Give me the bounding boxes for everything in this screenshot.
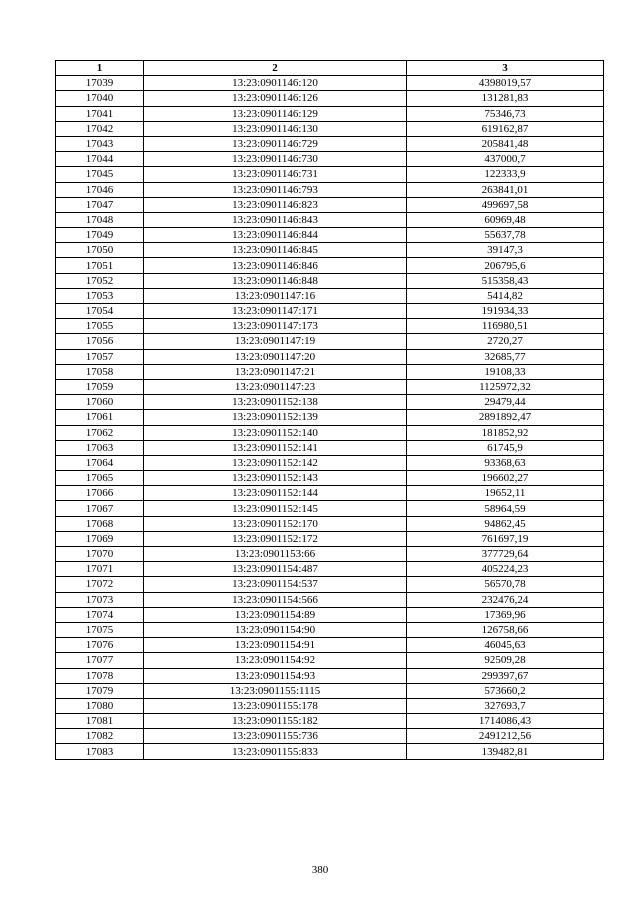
value-cell: 131281,83 — [407, 91, 604, 106]
value-cell: 60969,48 — [407, 212, 604, 227]
table-row — [56, 455, 604, 470]
value-cell: 181852,92 — [407, 425, 604, 440]
value-cell: 573660,2 — [407, 683, 604, 698]
table-row — [56, 212, 604, 227]
row-number-cell: 17075 — [56, 622, 144, 637]
value-cell: 191934,33 — [407, 304, 604, 319]
cadastral-number-cell: 13:23:0901152:139 — [144, 410, 407, 425]
cadastral-number-cell: 13:23:0901152:172 — [144, 531, 407, 546]
value-cell: 1714086,43 — [407, 714, 604, 729]
value-cell: 2491212,56 — [407, 729, 604, 744]
cadastral-number-cell: 13:23:0901147:171 — [144, 304, 407, 319]
table-row — [56, 501, 604, 516]
table-row — [56, 364, 604, 379]
value-cell: 2891892,47 — [407, 410, 604, 425]
table-row — [56, 744, 604, 759]
cadastral-number-cell: 13:23:0901146:793 — [144, 182, 407, 197]
row-number-cell: 17041 — [56, 106, 144, 121]
row-number-cell: 17054 — [56, 304, 144, 319]
value-cell: 75346,73 — [407, 106, 604, 121]
value-cell: 46045,63 — [407, 638, 604, 653]
cadastral-number-cell: 13:23:0901154:90 — [144, 622, 407, 637]
cadastral-number-cell: 13:23:0901154:566 — [144, 592, 407, 607]
table-row — [56, 349, 604, 364]
row-number-cell: 17058 — [56, 364, 144, 379]
row-number-cell: 17068 — [56, 516, 144, 531]
value-cell: 56570,78 — [407, 577, 604, 592]
row-number-cell: 17042 — [56, 121, 144, 136]
cadastral-number-cell: 13:23:0901152:144 — [144, 486, 407, 501]
row-number-cell: 17069 — [56, 531, 144, 546]
cadastral-number-cell: 13:23:0901152:140 — [144, 425, 407, 440]
row-number-cell: 17061 — [56, 410, 144, 425]
cadastral-number-cell: 13:23:0901146:129 — [144, 106, 407, 121]
row-number-cell: 17049 — [56, 228, 144, 243]
row-number-cell: 17039 — [56, 76, 144, 91]
cadastral-number-cell: 13:23:0901146:730 — [144, 152, 407, 167]
cadastral-number-cell: 13:23:0901146:843 — [144, 212, 407, 227]
column-header-2: 2 — [144, 61, 407, 76]
table-row — [56, 136, 604, 151]
cadastral-number-cell: 13:23:0901147:173 — [144, 319, 407, 334]
value-cell: 327693,7 — [407, 698, 604, 713]
value-cell: 405224,23 — [407, 562, 604, 577]
cadastral-number-cell: 13:23:0901154:89 — [144, 607, 407, 622]
data-table — [55, 60, 604, 760]
table-row — [56, 592, 604, 607]
cadastral-number-cell: 13:23:0901155:736 — [144, 729, 407, 744]
value-cell: 39147,3 — [407, 243, 604, 258]
row-number-cell: 17060 — [56, 395, 144, 410]
cadastral-number-cell: 13:23:0901154:91 — [144, 638, 407, 653]
value-cell: 19652,11 — [407, 486, 604, 501]
cadastral-number-cell: 13:23:0901152:170 — [144, 516, 407, 531]
cadastral-number-cell: 13:23:0901152:145 — [144, 501, 407, 516]
value-cell: 58964,59 — [407, 501, 604, 516]
value-cell: 94862,45 — [407, 516, 604, 531]
value-cell: 5414,82 — [407, 288, 604, 303]
table-row — [56, 668, 604, 683]
row-number-cell: 17074 — [56, 607, 144, 622]
table-row — [56, 395, 604, 410]
value-cell: 515358,43 — [407, 273, 604, 288]
table-row — [56, 197, 604, 212]
value-cell: 126758,66 — [407, 622, 604, 637]
value-cell: 619162,87 — [407, 121, 604, 136]
row-number-cell: 17079 — [56, 683, 144, 698]
cadastral-number-cell: 13:23:0901146:729 — [144, 136, 407, 151]
cadastral-number-cell: 13:23:0901147:16 — [144, 288, 407, 303]
table-row — [56, 228, 604, 243]
table-row — [56, 486, 604, 501]
table-row — [56, 91, 604, 106]
cadastral-number-cell: 13:23:0901147:23 — [144, 379, 407, 394]
cadastral-number-cell: 13:23:0901146:846 — [144, 258, 407, 273]
value-cell: 761697,19 — [407, 531, 604, 546]
value-cell: 32685,77 — [407, 349, 604, 364]
row-number-cell: 17056 — [56, 334, 144, 349]
value-cell: 205841,48 — [407, 136, 604, 151]
table-row — [56, 622, 604, 637]
table-row — [56, 425, 604, 440]
cadastral-number-cell: 13:23:0901155:182 — [144, 714, 407, 729]
table-row — [56, 547, 604, 562]
table-row — [56, 683, 604, 698]
cadastral-number-cell: 13:23:0901146:126 — [144, 91, 407, 106]
table-row — [56, 440, 604, 455]
table-row — [56, 182, 604, 197]
row-number-cell: 17083 — [56, 744, 144, 759]
table-row — [56, 288, 604, 303]
row-number-cell: 17043 — [56, 136, 144, 151]
row-number-cell: 17082 — [56, 729, 144, 744]
cadastral-number-cell: 13:23:0901146:120 — [144, 76, 407, 91]
table-row — [56, 76, 604, 91]
row-number-cell: 17070 — [56, 547, 144, 562]
row-number-cell: 17065 — [56, 471, 144, 486]
cadastral-number-cell: 13:23:0901154:93 — [144, 668, 407, 683]
table-row — [56, 152, 604, 167]
table-row — [56, 410, 604, 425]
cadastral-number-cell: 13:23:0901146:845 — [144, 243, 407, 258]
cadastral-number-cell: 13:23:0901146:844 — [144, 228, 407, 243]
table-row — [56, 698, 604, 713]
cadastral-number-cell: 13:23:0901155:178 — [144, 698, 407, 713]
row-number-cell: 17052 — [56, 273, 144, 288]
cadastral-number-cell: 13:23:0901152:141 — [144, 440, 407, 455]
cadastral-number-cell: 13:23:0901146:823 — [144, 197, 407, 212]
row-number-cell: 17066 — [56, 486, 144, 501]
row-number-cell: 17046 — [56, 182, 144, 197]
cadastral-number-cell: 13:23:0901152:143 — [144, 471, 407, 486]
value-cell: 116980,51 — [407, 319, 604, 334]
value-cell: 17369,96 — [407, 607, 604, 622]
row-number-cell: 17076 — [56, 638, 144, 653]
table-row — [56, 304, 604, 319]
value-cell: 92509,28 — [407, 653, 604, 668]
table-row — [56, 258, 604, 273]
value-cell: 139482,81 — [407, 744, 604, 759]
value-cell: 19108,33 — [407, 364, 604, 379]
table-row — [56, 106, 604, 121]
row-number-cell: 17053 — [56, 288, 144, 303]
row-number-cell: 17080 — [56, 698, 144, 713]
row-number-cell: 17067 — [56, 501, 144, 516]
value-cell: 2720,27 — [407, 334, 604, 349]
row-number-cell: 17050 — [56, 243, 144, 258]
table-header-row — [56, 61, 604, 76]
table-row — [56, 516, 604, 531]
row-number-cell: 17063 — [56, 440, 144, 455]
row-number-cell: 17077 — [56, 653, 144, 668]
cadastral-number-cell: 13:23:0901146:848 — [144, 273, 407, 288]
column-header-1: 1 — [56, 61, 144, 76]
value-cell: 4398019,57 — [407, 76, 604, 91]
cadastral-number-cell: 13:23:0901152:138 — [144, 395, 407, 410]
cadastral-number-cell: 13:23:0901147:19 — [144, 334, 407, 349]
table-row — [56, 531, 604, 546]
table-row — [56, 167, 604, 182]
table-body — [56, 76, 604, 759]
value-cell: 55637,78 — [407, 228, 604, 243]
value-cell: 299397,67 — [407, 668, 604, 683]
cadastral-number-cell: 13:23:0901155:1115 — [144, 683, 407, 698]
value-cell: 29479,44 — [407, 395, 604, 410]
table-row — [56, 562, 604, 577]
table-row — [56, 273, 604, 288]
cadastral-number-cell: 13:23:0901146:130 — [144, 121, 407, 136]
table-row — [56, 607, 604, 622]
row-number-cell: 17073 — [56, 592, 144, 607]
table-row — [56, 319, 604, 334]
row-number-cell: 17057 — [56, 349, 144, 364]
value-cell: 93368,63 — [407, 455, 604, 470]
value-cell: 196602,27 — [407, 471, 604, 486]
table-row — [56, 714, 604, 729]
row-number-cell: 17059 — [56, 379, 144, 394]
cadastral-number-cell: 13:23:0901153:66 — [144, 547, 407, 562]
cadastral-number-cell: 13:23:0901152:142 — [144, 455, 407, 470]
value-cell: 232476,24 — [407, 592, 604, 607]
value-cell: 61745,9 — [407, 440, 604, 455]
page-number: 380 — [311, 864, 329, 876]
table-row — [56, 638, 604, 653]
table-row — [56, 577, 604, 592]
table-row — [56, 471, 604, 486]
row-number-cell: 17047 — [56, 197, 144, 212]
row-number-cell: 17040 — [56, 91, 144, 106]
row-number-cell: 17048 — [56, 212, 144, 227]
value-cell: 437000,7 — [407, 152, 604, 167]
value-cell: 122333,9 — [407, 167, 604, 182]
cadastral-number-cell: 13:23:0901154:487 — [144, 562, 407, 577]
value-cell: 499697,58 — [407, 197, 604, 212]
row-number-cell: 17055 — [56, 319, 144, 334]
row-number-cell: 17071 — [56, 562, 144, 577]
row-number-cell: 17051 — [56, 258, 144, 273]
cadastral-number-cell: 13:23:0901155:833 — [144, 744, 407, 759]
cadastral-number-cell: 13:23:0901154:92 — [144, 653, 407, 668]
table-row — [56, 334, 604, 349]
row-number-cell: 17081 — [56, 714, 144, 729]
row-number-cell: 17064 — [56, 455, 144, 470]
table-row — [56, 379, 604, 394]
value-cell: 1125972,32 — [407, 379, 604, 394]
table-row — [56, 653, 604, 668]
column-header-3: 3 — [407, 61, 604, 76]
row-number-cell: 17062 — [56, 425, 144, 440]
row-number-cell: 17045 — [56, 167, 144, 182]
value-cell: 377729,64 — [407, 547, 604, 562]
row-number-cell: 17044 — [56, 152, 144, 167]
cadastral-number-cell: 13:23:0901147:21 — [144, 364, 407, 379]
cadastral-number-cell: 13:23:0901147:20 — [144, 349, 407, 364]
value-cell: 263841,01 — [407, 182, 604, 197]
row-number-cell: 17078 — [56, 668, 144, 683]
table-row — [56, 121, 604, 136]
table-row — [56, 729, 604, 744]
value-cell: 206795,6 — [407, 258, 604, 273]
cadastral-number-cell: 13:23:0901146:731 — [144, 167, 407, 182]
cadastral-number-cell: 13:23:0901154:537 — [144, 577, 407, 592]
table-row — [56, 243, 604, 258]
row-number-cell: 17072 — [56, 577, 144, 592]
